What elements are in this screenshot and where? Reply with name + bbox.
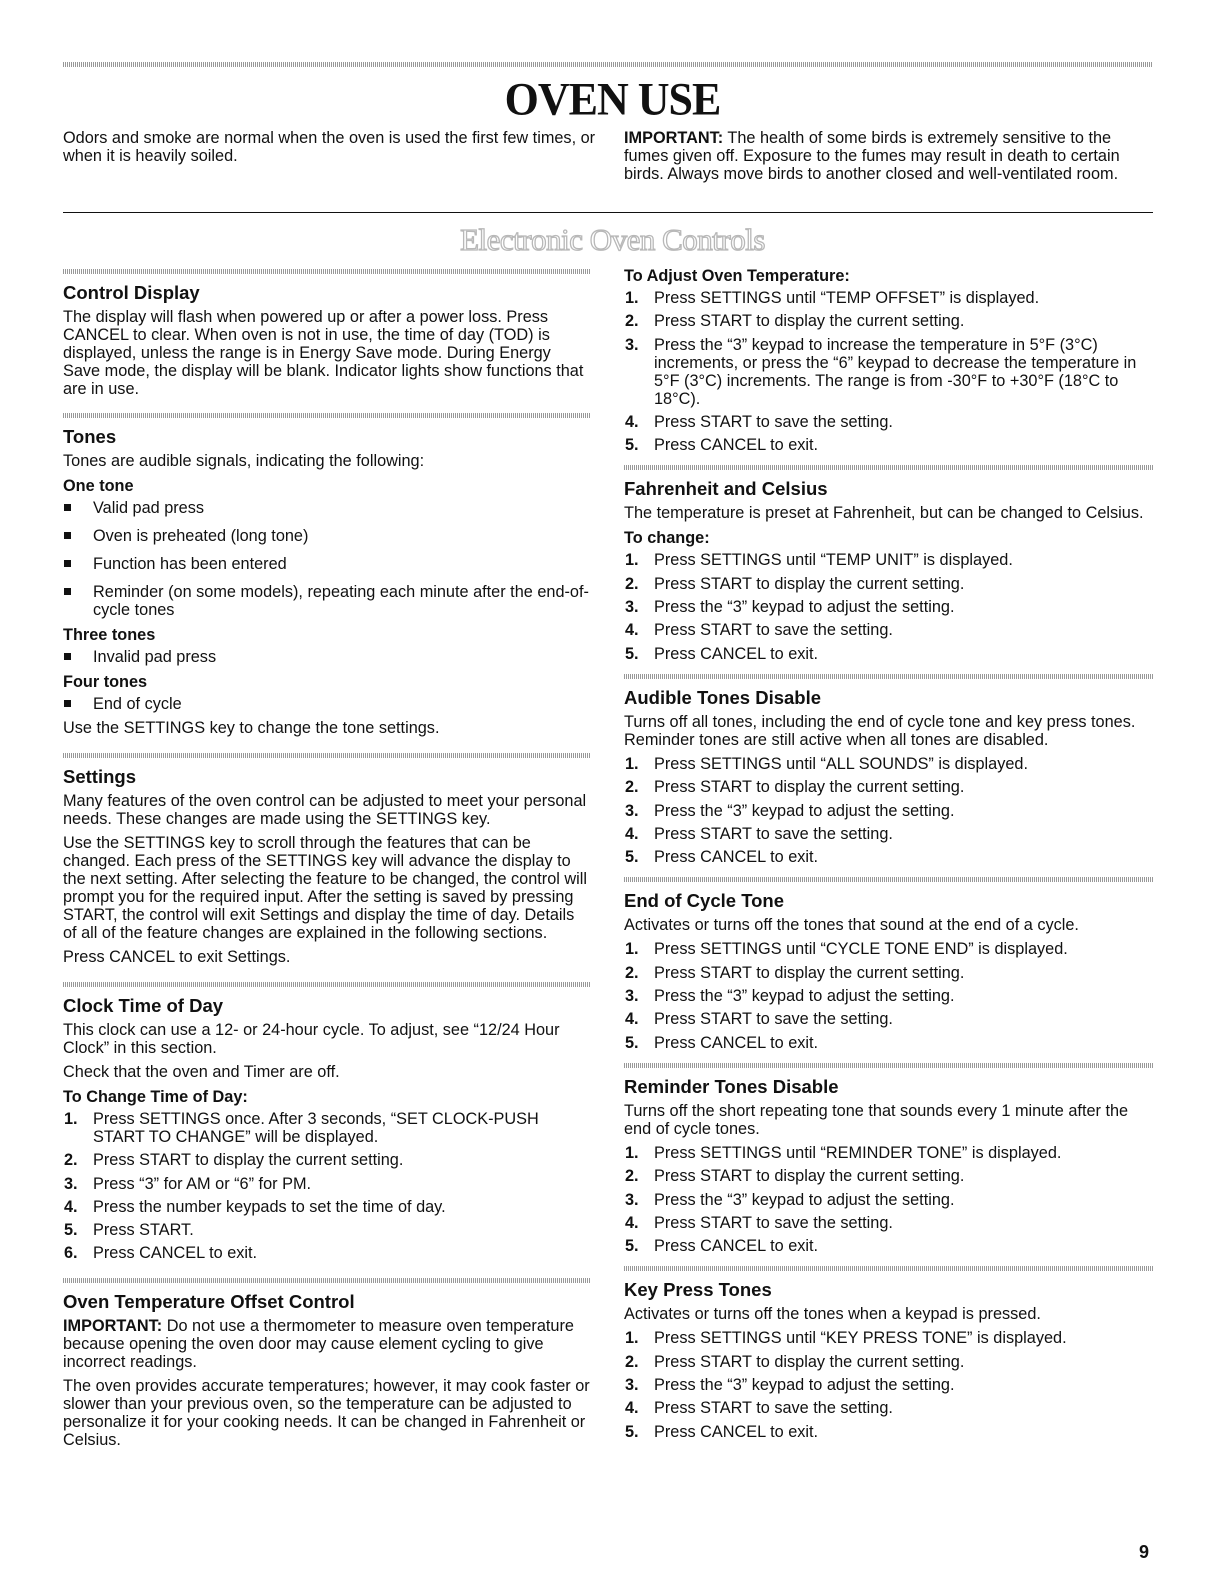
heading-fahrenheit: Fahrenheit and Celsius (624, 478, 828, 500)
step-text: Press CANCEL to exit. (654, 644, 819, 663)
step-item (624, 598, 1154, 616)
step-number: 4. (64, 1197, 78, 1216)
step-number: 5. (625, 1422, 639, 1441)
list-item-text: Reminder (on some models), repeating each minute after the end-of-cycle tones (93, 583, 589, 619)
step-item (624, 1010, 1154, 1028)
one-tone-label: One tone (63, 477, 134, 495)
step-number: 3. (64, 1174, 78, 1193)
step-number: 1. (625, 289, 639, 307)
step-number: 5. (625, 644, 639, 663)
section-audible (624, 668, 1154, 866)
adjust-subheading: To Adjust Oven Temperature: (624, 267, 850, 285)
one-tone-list (63, 499, 591, 619)
section-divider (624, 877, 1154, 882)
step-item (624, 1329, 1154, 1347)
step-item (624, 1376, 1154, 1394)
step-text: Press SETTINGS until “TEMP OFFSET” is displayed. (654, 289, 1040, 307)
heading-key-press: Key Press Tones (624, 1279, 772, 1301)
bullet-icon (64, 700, 71, 707)
step-text: Press START to save the setting. (654, 621, 893, 640)
step-item (624, 1191, 1154, 1209)
right-column (624, 266, 1154, 1446)
step-item (63, 1151, 591, 1169)
step-text: Press “3” for AM or “6” for PM. (93, 1174, 312, 1193)
step-text: Press SETTINGS once. After 3 seconds, “SET CLOCK-PUSH START TO CHANGE” will be displayed. (93, 1110, 539, 1146)
step-item (63, 1221, 591, 1239)
section-tones (63, 404, 591, 737)
step-number: 1. (625, 551, 639, 570)
step-text: Press the “3” keypad to increase the temperature in 5°F (3°C) increments, or press the “6” keypad to decrease the temperature in 5°F (3°C) increments. The range is from -30°F to +30°F (18°C to 18°C). (654, 335, 1137, 408)
clock-p2: Check that the oven and Timer are off. (63, 1063, 340, 1081)
step-item (624, 551, 1154, 569)
section-adjust-temp (624, 266, 1154, 454)
step-item (624, 802, 1154, 820)
section-divider (624, 465, 1154, 470)
bullet-icon (64, 588, 71, 595)
left-column (63, 266, 591, 1455)
heading-offset: Oven Temperature Offset Control (63, 1290, 355, 1312)
step-text: Press START to save the setting. (654, 824, 893, 843)
step-number: 3. (625, 801, 639, 820)
adjust-steps (624, 289, 1154, 454)
step-number: 1. (625, 1143, 639, 1162)
step-number: 1. (64, 1110, 78, 1128)
clock-steps (63, 1110, 591, 1262)
page-number: 9 (1139, 1542, 1150, 1562)
step-number: 1. (625, 1329, 639, 1348)
settings-p2: Use the SETTINGS key to scroll through the features that can be changed. Each press of the SETTINGS key will advance the display to the next setting. After selecting the feature to be changed, the control will prompt you for the required input. After the setting is saved by pressing START, the control will exit Settings and display the time of day. Details of all of the feature changes are explained in the following sections. (63, 834, 588, 942)
step-item (624, 289, 1154, 307)
step-number: 5. (625, 436, 639, 455)
end-cycle-body: Activates or turns off the tones that sound at the end of a cycle. (624, 916, 1079, 935)
list-item-text: Function has been entered (93, 555, 287, 573)
step-item (624, 1423, 1154, 1441)
section-reminder (624, 1057, 1154, 1255)
fahrenheit-steps (624, 551, 1154, 662)
section-settings (63, 743, 591, 966)
step-text: Press SETTINGS until “ALL SOUNDS” is displayed. (654, 754, 1028, 773)
step-number: 4. (625, 1399, 639, 1418)
list-item (63, 499, 591, 517)
section-divider (624, 1266, 1154, 1271)
section-offset (63, 1268, 591, 1449)
step-text: Press CANCEL to exit. (654, 1033, 819, 1052)
intro-right (624, 129, 1154, 183)
section-clock (63, 972, 591, 1262)
heading-tones: Tones (63, 426, 117, 447)
list-item-text: End of cycle (93, 695, 182, 713)
section-divider (63, 269, 591, 274)
step-item (624, 312, 1154, 330)
step-text: Press START to display the current setting. (654, 1352, 965, 1371)
step-number: 3. (625, 335, 639, 354)
step-item (63, 1110, 591, 1146)
list-item (63, 583, 591, 619)
control-display-body: The display will flash when powered up or after a power loss. Press CANCEL to clear. When oven is not in use, the time of day (TOD) is displayed, unless the range is in Energy Save mode. During Energy Save mode, the display will be blank. Indicator lights show functions that are in use. (63, 308, 584, 398)
step-text: Press START to save the setting. (654, 412, 893, 431)
step-text: Press CANCEL to exit. (654, 1237, 819, 1256)
offset-important-label: IMPORTANT: (63, 1316, 163, 1335)
step-number: 5. (625, 1033, 639, 1052)
step-item (624, 436, 1154, 454)
list-item (63, 648, 591, 666)
step-text: Press START to save the setting. (654, 1399, 893, 1418)
step-text: Press START to display the current setting. (654, 778, 965, 797)
audible-steps (624, 755, 1154, 866)
step-text: Press CANCEL to exit. (654, 848, 819, 867)
step-text: Press CANCEL to exit. (654, 1422, 819, 1441)
step-item (63, 1175, 591, 1193)
step-text: Press START to display the current setting. (654, 574, 965, 593)
section-divider (624, 674, 1154, 679)
fahrenheit-body: The temperature is preset at Fahrenheit, but can be changed to Celsius. (624, 504, 1144, 523)
tones-outro: Use the SETTINGS key to change the tone settings. (63, 719, 440, 737)
section-divider (624, 1063, 1154, 1068)
step-text: Press SETTINGS until “TEMP UNIT” is displayed. (654, 551, 1013, 570)
step-item (624, 1353, 1154, 1371)
heading-end-cycle: End of Cycle Tone (624, 890, 785, 912)
intro-left (63, 129, 603, 165)
step-text: Press the “3” keypad to adjust the setting. (654, 1376, 955, 1395)
step-text: Press START to display the current setting. (654, 1167, 965, 1186)
fahrenheit-subheading: To change: (624, 529, 710, 548)
step-item (624, 848, 1154, 866)
step-item (624, 1399, 1154, 1417)
step-item (624, 1214, 1154, 1232)
step-number: 4. (625, 1010, 639, 1029)
step-text: Press the “3” keypad to adjust the setting. (654, 801, 955, 820)
step-number: 2. (625, 778, 639, 797)
step-item (624, 575, 1154, 593)
step-item (624, 940, 1154, 958)
three-tones-label: Three tones (63, 626, 156, 644)
step-item (624, 964, 1154, 982)
step-text: Press START to save the setting. (654, 1010, 893, 1029)
step-number: 4. (625, 621, 639, 640)
intro-left-text: Odors and smoke are normal when the oven is used the first few times, or when it is heavily soiled. (63, 129, 596, 165)
step-item (63, 1198, 591, 1216)
step-number: 4. (625, 412, 639, 431)
section-divider (63, 982, 591, 987)
list-item (63, 555, 591, 573)
settings-p3: Press CANCEL to exit Settings. (63, 948, 291, 966)
list-item-text: Oven is preheated (long tone) (93, 527, 309, 545)
key-press-body: Activates or turns off the tones when a keypad is pressed. (624, 1305, 1041, 1324)
clock-subheading: To Change Time of Day: (63, 1088, 248, 1106)
heading-clock: Clock Time of Day (63, 995, 224, 1016)
intro-right-text: The health of some birds is extremely sensitive to the fumes given off. Exposure to the fumes may result in death to certain birds. Always move birds to another closed and well-ventilated room. (624, 129, 1120, 183)
section-fahrenheit (624, 459, 1154, 662)
heading-settings: Settings (63, 766, 136, 787)
step-number: 2. (625, 574, 639, 593)
offset-p2: The oven provides accurate temperatures; however, it may cook faster or slower than your previous oven, so the temperature can be adjusted to personalize it for your cooking needs. It can be changed in Fahrenheit or Celsius. (63, 1376, 590, 1449)
four-tones-list (63, 695, 591, 713)
step-text: Press CANCEL to exit. (654, 436, 819, 455)
top-hatch-divider (63, 62, 1153, 67)
tones-intro: Tones are audible signals, indicating the following: (63, 452, 425, 470)
step-number: 3. (625, 1376, 639, 1395)
step-item (624, 755, 1154, 773)
step-item (624, 621, 1154, 639)
step-item (624, 1167, 1154, 1185)
step-text: Press START to display the current setting. (93, 1151, 404, 1170)
step-number: 3. (625, 1190, 639, 1209)
step-item (624, 1237, 1154, 1255)
step-number: 4. (625, 824, 639, 843)
list-item (63, 695, 591, 713)
end-cycle-steps (624, 940, 1154, 1051)
section-divider (63, 1278, 591, 1283)
step-text: Press SETTINGS until “KEY PRESS TONE” is displayed. (654, 1329, 1067, 1348)
step-item (624, 413, 1154, 431)
step-item (63, 1244, 591, 1262)
step-number: 2. (625, 312, 639, 331)
intro-important-label: IMPORTANT: (624, 129, 724, 147)
step-text: Press START to display the current setting. (654, 963, 965, 982)
heading-reminder: Reminder Tones Disable (624, 1075, 839, 1097)
step-text: Press START to display the current setting. (654, 312, 965, 331)
step-number: 3. (625, 598, 639, 617)
step-text: Press CANCEL to exit. (93, 1244, 258, 1263)
list-item-text: Invalid pad press (93, 648, 217, 666)
step-item (624, 1034, 1154, 1052)
step-item (624, 645, 1154, 663)
step-number: 6. (64, 1244, 78, 1263)
step-number: 1. (625, 754, 639, 773)
audible-body: Turns off all tones, including the end of cycle tone and key press tones. Reminder tones are still active when all tones are disabled. (624, 712, 1136, 749)
step-text: Press the “3” keypad to adjust the setting. (654, 987, 955, 1006)
reminder-steps (624, 1144, 1154, 1255)
step-number: 2. (625, 1352, 639, 1371)
three-tones-list (63, 648, 591, 666)
step-item (624, 1144, 1154, 1162)
bullet-icon (64, 504, 71, 511)
step-item (624, 987, 1154, 1005)
section-end-cycle (624, 871, 1154, 1051)
step-item (624, 825, 1154, 843)
bullet-icon (64, 560, 71, 567)
step-text: Press SETTINGS until “REMINDER TONE” is displayed. (654, 1143, 1062, 1162)
bullet-icon (64, 653, 71, 660)
step-number: 5. (625, 1237, 639, 1256)
step-item (624, 778, 1154, 796)
step-number: 2. (625, 1167, 639, 1186)
list-item (63, 527, 591, 545)
heading-control-display: Control Display (63, 282, 200, 303)
intro-rule (63, 212, 1153, 213)
step-number: 1. (625, 940, 639, 959)
reminder-body: Turns off the short repeating tone that sounds every 1 minute after the end of cycle tones. (624, 1101, 1129, 1138)
page-title: OVEN USE (504, 73, 721, 126)
bullet-icon (64, 532, 71, 539)
list-item-text: Valid pad press (93, 499, 205, 517)
clock-p1: This clock can use a 12- or 24-hour cycle. To adjust, see “12/24 Hour Clock” in this section. (63, 1021, 560, 1057)
step-text: Press the number keypads to set the time of day. (93, 1197, 446, 1216)
step-text: Press the “3” keypad to adjust the setting. (654, 1190, 955, 1209)
step-text: Press START. (93, 1221, 194, 1240)
step-number: 5. (625, 848, 639, 867)
step-number: 2. (64, 1151, 78, 1170)
step-item (624, 336, 1154, 408)
step-number: 2. (625, 963, 639, 982)
section-subtitle: Electronic Oven Controls (460, 222, 765, 257)
step-text: Press SETTINGS until “CYCLE TONE END” is displayed. (654, 940, 1068, 959)
section-control-display (63, 266, 591, 398)
section-divider (63, 413, 591, 418)
section-divider (63, 753, 591, 758)
step-number: 4. (625, 1213, 639, 1232)
step-number: 3. (625, 987, 639, 1006)
four-tones-label: Four tones (63, 673, 148, 691)
heading-audible: Audible Tones Disable (624, 686, 822, 708)
section-key-press (624, 1260, 1154, 1440)
offset-important-text: Do not use a thermometer to measure oven temperature because opening the oven door may cause element cycling to give incorrect readings. (63, 1316, 574, 1371)
step-number: 5. (64, 1221, 78, 1240)
step-text: Press START to save the setting. (654, 1213, 893, 1232)
step-text: Press the “3” keypad to adjust the setting. (654, 598, 955, 617)
settings-p1: Many features of the oven control can be adjusted to meet your personal needs. These changes are made using the SETTINGS key. (63, 792, 587, 828)
offset-important (63, 1317, 591, 1371)
key-press-steps (624, 1329, 1154, 1440)
